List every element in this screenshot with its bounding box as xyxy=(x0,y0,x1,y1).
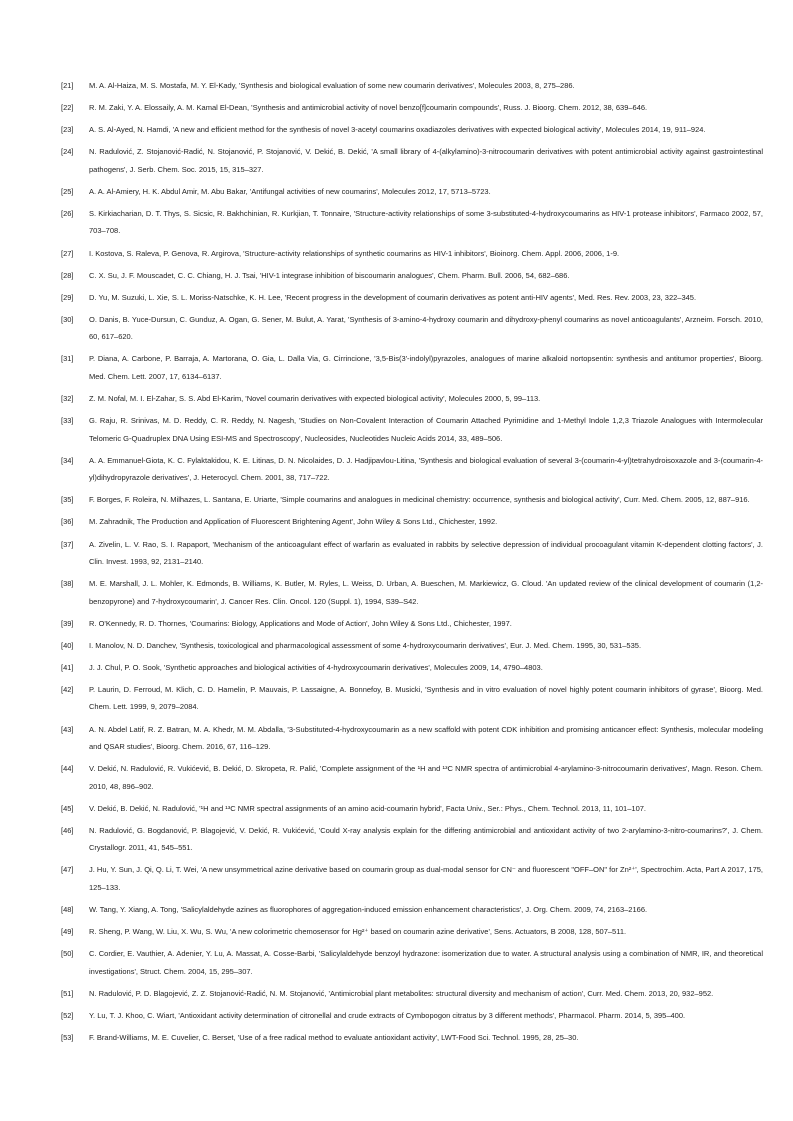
reference-item xyxy=(61,183,763,201)
reference-number: [27] xyxy=(61,248,74,258)
reference-item xyxy=(61,99,763,117)
reference-item xyxy=(61,289,763,307)
reference-number: [26] xyxy=(61,208,74,218)
reference-text: I. Kostova, S. Raleva, P. Genova, R. Argirova, 'Structure-activity relationships of synthetic coumarins as HIV-1 inhibitors', Bioinorg. Chem. Appl. 2006, 2006, 1-9. xyxy=(89,248,620,258)
reference-text: A. N. Abdel Latif, R. Z. Batran, M. A. Khedr, M. M. Abdalla, '3-Substituted-4-hydroxycoumarin as a new scaffold with potent CDK inhibition and promising anticancer effect: Synthesis, molecular modeling and QSAR studies', Bioorg. Chem. 2016, 67, 116–129. xyxy=(89,724,763,752)
reference-item xyxy=(61,536,763,571)
reference-item xyxy=(61,350,763,385)
reference-text: V. Dekić, N. Radulović, R. Vukićević, B. Dekić, D. Skropeta, R. Palić, 'Complete assignment of the ¹H and ¹³C NMR spectra of antimicrobial 4-arylamino-3-nitrocoumarin derivatives', Magn. Reson. Chem. 2010, 48, 896–902. xyxy=(89,764,763,791)
reference-text: Y. Lu, T. J. Khoo, C. Wiart, 'Antioxidant activity determination of citronellal and crude extracts of Cymbopogon citratus by 3 different methods', Pharmacol. Pharm. 2014, 5, 395–400. xyxy=(89,1010,686,1020)
reference-item xyxy=(61,760,763,795)
reference-text: A. Zivelin, L. V. Rao, S. I. Rapaport, 'Mechanism of the anticoagulant effect of warfarin as evaluated in rabbits by selective depression of individual procoagulant vitamin K-dependent clotting factors', J. Clin. Invest. 1993, 92, 2131–2140. xyxy=(89,539,763,566)
reference-text: R. M. Zaki, Y. A. Elossaily, A. M. Kamal El-Dean, 'Synthesis and antimicrobial activity of novel benzo[f]coumarin compounds', Russ. J. Bioorg. Chem. 2012, 38, 639–646. xyxy=(89,103,648,113)
reference-number: [48] xyxy=(61,905,74,915)
reference-text: P. Laurin, D. Ferroud, M. Klich, C. D. Hamelin, P. Mauvais, P. Lassaigne, A. Bonnefoy, B. Musicki, 'Synthesis and in vitro evaluation of novel highly potent coumarin inhibitors of gyrase', Bioorg. Med. Chem. Lett. 1999, 9, 2079–2084. xyxy=(89,684,763,712)
reference-item xyxy=(61,861,763,896)
reference-item xyxy=(61,901,763,919)
reference-item xyxy=(61,452,763,487)
reference-item xyxy=(61,1029,763,1047)
reference-text: N. Radulović, P. D. Blagojević, Z. Z. Stojanović-Radić, N. M. Stojanović, 'Antimicrobial plant metabolites: structural diversity and mechanism of action', Curr. Med. Chem. 2013, 20, 932–952. xyxy=(89,988,714,998)
reference-number: [47] xyxy=(61,865,74,875)
reference-text: Z. M. Nofal, M. I. El-Zahar, S. S. Abd El-Karim, 'Novel coumarin derivatives with expected biological activity', Molecules 2000, 5, 99–113. xyxy=(89,394,541,404)
reference-item xyxy=(61,637,763,655)
reference-number: [43] xyxy=(61,724,74,734)
reference-text: M. E. Marshall, J. L. Mohler, K. Edmonds, B. Williams, K. Butler, M. Ryles, L. Weiss, D. Urban, A. Bueschen, M. Markiewicz, G. Cloud. 'An updated review of the clinical development of coumarin (1,2-benzopyrone) and 7-hydroxycoumarin', J. Cancer Res. Clin. Oncol. 120 (Suppl. 1), 1994, S39–S42. xyxy=(89,579,763,606)
reference-text: N. Radulović, G. Bogdanović, P. Blagojević, V. Dekić, R. Vukićević, 'Could X-ray analysis explain for the differing antimicrobial and antioxidant activity of two 2-arylamino-3-nitro-coumarins?', J. Chem. Crystallogr. 2011, 41, 545–551. xyxy=(89,825,763,853)
reference-item xyxy=(61,800,763,818)
reference-number: [31] xyxy=(61,354,74,364)
reference-item xyxy=(61,681,763,716)
reference-text: A. A. Al-Amiery, H. K. Abdul Amir, M. Abu Bakar, 'Antifungal activities of new coumarins', Molecules 2012, 17, 5713–5723. xyxy=(89,186,491,196)
reference-item xyxy=(61,143,763,178)
reference-text: A. S. Al-Ayed, N. Hamdi, 'A new and efficient method for the synthesis of novel 3-acetyl coumarins oxadiazoles derivatives with expected biological activity', Molecules 2014, 19, 911–924. xyxy=(89,125,706,135)
reference-number: [52] xyxy=(61,1010,74,1020)
reference-number: [28] xyxy=(61,270,74,280)
reference-text: P. Diana, A. Carbone, P. Barraja, A. Martorana, O. Gia, L. Dalla Via, G. Cirrincione, '3,5-Bis(3'-indolyl)pyrazoles, analogues of marine alkaloid nortopsentin: synthesis and antitumor properties', Bioorg. Med. Chem. Lett. 2007, 17, 6134–6137. xyxy=(89,354,763,381)
reference-text: F. Borges, F. Roleira, N. Milhazes, L. Santana, E. Uriarte, 'Simple coumarins and analogues in medicinal chemistry: occurrence, synthesis and biological activity', Curr. Med. Chem. 2005, 12, 887–916. xyxy=(89,495,750,505)
reference-text: W. Tang, Y. Xiang, A. Tong, 'Salicylaldehyde azines as fluorophores of aggregation-induced emission enhancement characteristics', J. Org. Chem. 2009, 74, 2163–2166. xyxy=(89,905,648,915)
reference-number: [30] xyxy=(61,314,74,324)
reference-text: I. Manolov, N. D. Danchev, 'Synthesis, toxicological and pharmacological assessment of some 4-hydroxycoumarin derivatives', Eur. J. Med. Chem. 1995, 30, 531–535. xyxy=(89,640,642,650)
reference-text: O. Danis, B. Yuce-Dursun, C. Gunduz, A. Ogan, G. Sener, M. Bulut, A. Yarat, 'Synthesis of 3-amino-4-hydroxy coumarin and dihydroxy-phenyl coumarins as novel anticoagulants', Arzneim. Forsch. 2010, 60, 617–620. xyxy=(89,314,763,342)
reference-number: [38] xyxy=(61,579,74,589)
reference-item xyxy=(61,575,763,610)
reference-text: D. Yu, M. Suzuki, L. Xie, S. L. Moriss-Natschke, K. H. Lee, 'Recent progress in the development of coumarin derivatives as potent anti-HIV agents', Med. Res. Rev. 2003, 23, 322–345. xyxy=(89,292,697,302)
reference-text: A. A. Emmanuel-Giota, K. C. Fylaktakidou, K. E. Litinas, D. N. Nicolaides, D. J. Hadjipavlou-Litina, 'Synthesis and biological evaluation of several 3-(coumarin-4-yl)tetrahydroisoxazole and 3-(coumarin-4-yl)dihydropyrazole derivatives', J. Heterocycl. Chem. 2001, 38, 717–722. xyxy=(89,455,763,483)
reference-number: [42] xyxy=(61,684,74,694)
reference-number: [33] xyxy=(61,416,74,426)
reference-text: M. A. Al-Haiza, M. S. Mostafa, M. Y. El-Kady, 'Synthesis and biological evaluation of some new coumarin derivatives', Molecules 2003, 8, 275–286. xyxy=(89,81,575,90)
reference-item xyxy=(61,659,763,677)
reference-number: [49] xyxy=(61,927,74,937)
reference-number: [37] xyxy=(61,539,74,549)
reference-text: J. Hu, Y. Sun, J. Qi, Q. Li, T. Wei, 'A new unsymmetrical azine derivative based on coumarin group as dual-modal sensor for CN⁻ and fluorescent "OFF–ON" for Zn²⁺', Spectrochim. Acta, Part A 2017, 175, 125–133. xyxy=(89,865,763,892)
reference-item xyxy=(61,615,763,633)
reference-number: [41] xyxy=(61,662,74,672)
reference-number: [36] xyxy=(61,517,74,527)
reference-number: [53] xyxy=(61,1033,74,1042)
reference-number: [40] xyxy=(61,640,74,650)
reference-text: N. Radulović, Z. Stojanović-Radić, N. Stojanović, P. Stojanović, V. Dekić, B. Dekić, 'A small library of 4-(alkylamino)-3-nitrocoumarin derivatives with potent antimicrobial activity against gastrointestinal pathogens', J. Serb. Chem. Soc. 2015, 15, 315–327. xyxy=(89,147,763,174)
reference-item xyxy=(61,205,763,240)
reference-item xyxy=(61,491,763,509)
reference-number: [35] xyxy=(61,495,74,505)
reference-number: [50] xyxy=(61,949,74,959)
reference-item xyxy=(61,121,763,139)
reference-number: [22] xyxy=(61,103,74,113)
reference-item xyxy=(61,945,763,980)
reference-item xyxy=(61,77,763,95)
reference-number: [32] xyxy=(61,394,74,404)
reference-number: [45] xyxy=(61,803,74,813)
reference-number: [44] xyxy=(61,764,74,774)
reference-text: V. Dekić, B. Dekić, N. Radulović, '¹H and ¹³C NMR spectral assignments of an amino acid-coumarin hybrid', Facta Univ., Ser.: Phys., Chem. Technol. 2013, 11, 101–107. xyxy=(89,803,646,813)
reference-item xyxy=(61,412,763,447)
reference-list xyxy=(61,77,763,1051)
reference-number: [51] xyxy=(61,988,74,998)
reference-item xyxy=(61,1007,763,1025)
reference-item xyxy=(61,822,763,857)
reference-number: [25] xyxy=(61,186,74,196)
reference-number: [21] xyxy=(61,81,74,90)
reference-text: G. Raju, R. Srinivas, M. D. Reddy, C. R. Reddy, N. Nagesh, 'Studies on Non-Covalent Interaction of Coumarin Attached Pyrimidine and 1-Methyl Indole 1,2,3 Triazole Analogues with Intermolecular Telomeric G-Quadruplex DNA Using ESI-MS and Spectroscopy', Nucleosides, Nucleotides Nucleic Acids 2014, 33, 489–506. xyxy=(89,416,763,443)
reference-text: M. Zahradnik, The Production and Application of Fluorescent Brightening Agent', John Wiley & Sons Ltd., Chichester, 1992. xyxy=(89,517,498,527)
reference-number: [34] xyxy=(61,455,74,465)
reference-item xyxy=(61,985,763,1003)
reference-text: R. O'Kennedy, R. D. Thornes, 'Coumarins: Biology, Applications and Mode of Action', John Wiley & Sons Ltd., Chichester, 1997. xyxy=(89,618,512,628)
reference-number: [24] xyxy=(61,147,74,157)
reference-item xyxy=(61,513,763,531)
reference-item xyxy=(61,311,763,346)
reference-text: R. Sheng, P. Wang, W. Liu, X. Wu, S. Wu, 'A new colorimetric chemosensor for Hg²⁺ based on coumarin azine derivative', Sens. Actuators, B 2008, 128, 507–511. xyxy=(89,927,627,937)
reference-item xyxy=(61,390,763,408)
reference-item xyxy=(61,245,763,263)
reference-item xyxy=(61,267,763,285)
reference-number: [29] xyxy=(61,292,74,302)
reference-text: C. X. Su, J. F. Mouscadet, C. C. Chiang, H. J. Tsai, 'HIV-1 integrase inhibition of biscoumarin analogues', Chem. Pharm. Bull. 2006, 54, 682–686. xyxy=(89,270,570,280)
reference-text: J. J. Chul, P. O. Sook, 'Synthetic approaches and biological activities of 4-hydroxycoumarin derivatives', Molecules 2009, 14, 4790–4803. xyxy=(89,662,543,672)
reference-text: S. Kirkiacharian, D. T. Thys, S. Sicsic, R. Bakhchinian, R. Kurkjian, T. Tonnaire, 'Structure-activity relationships of some 3-substituted-4-hydroxycoumarins as HIV-1 protease inhibitors', Farmaco 2002, 57, 703–708. xyxy=(89,208,763,236)
reference-text: C. Cordier, E. Vauthier, A. Adenier, Y. Lu, A. Massat, A. Cosse-Barbi, 'Salicylaldehyde benzoyl hydrazone: isomerization due to water. A structural analysis using a combination of NMR, IR, and theoretical investigations', Struct. Chem. 2004, 15, 295–307. xyxy=(89,949,763,976)
reference-number: [39] xyxy=(61,618,74,628)
reference-text: F. Brand-Williams, M. E. Cuvelier, C. Berset, 'Use of a free radical method to evaluate antioxidant activity', LWT-Food Sci. Technol. 1995, 28, 25–30. xyxy=(89,1033,579,1042)
reference-item xyxy=(61,923,763,941)
reference-item xyxy=(61,721,763,756)
reference-number: [23] xyxy=(61,125,74,135)
reference-number: [46] xyxy=(61,825,74,835)
